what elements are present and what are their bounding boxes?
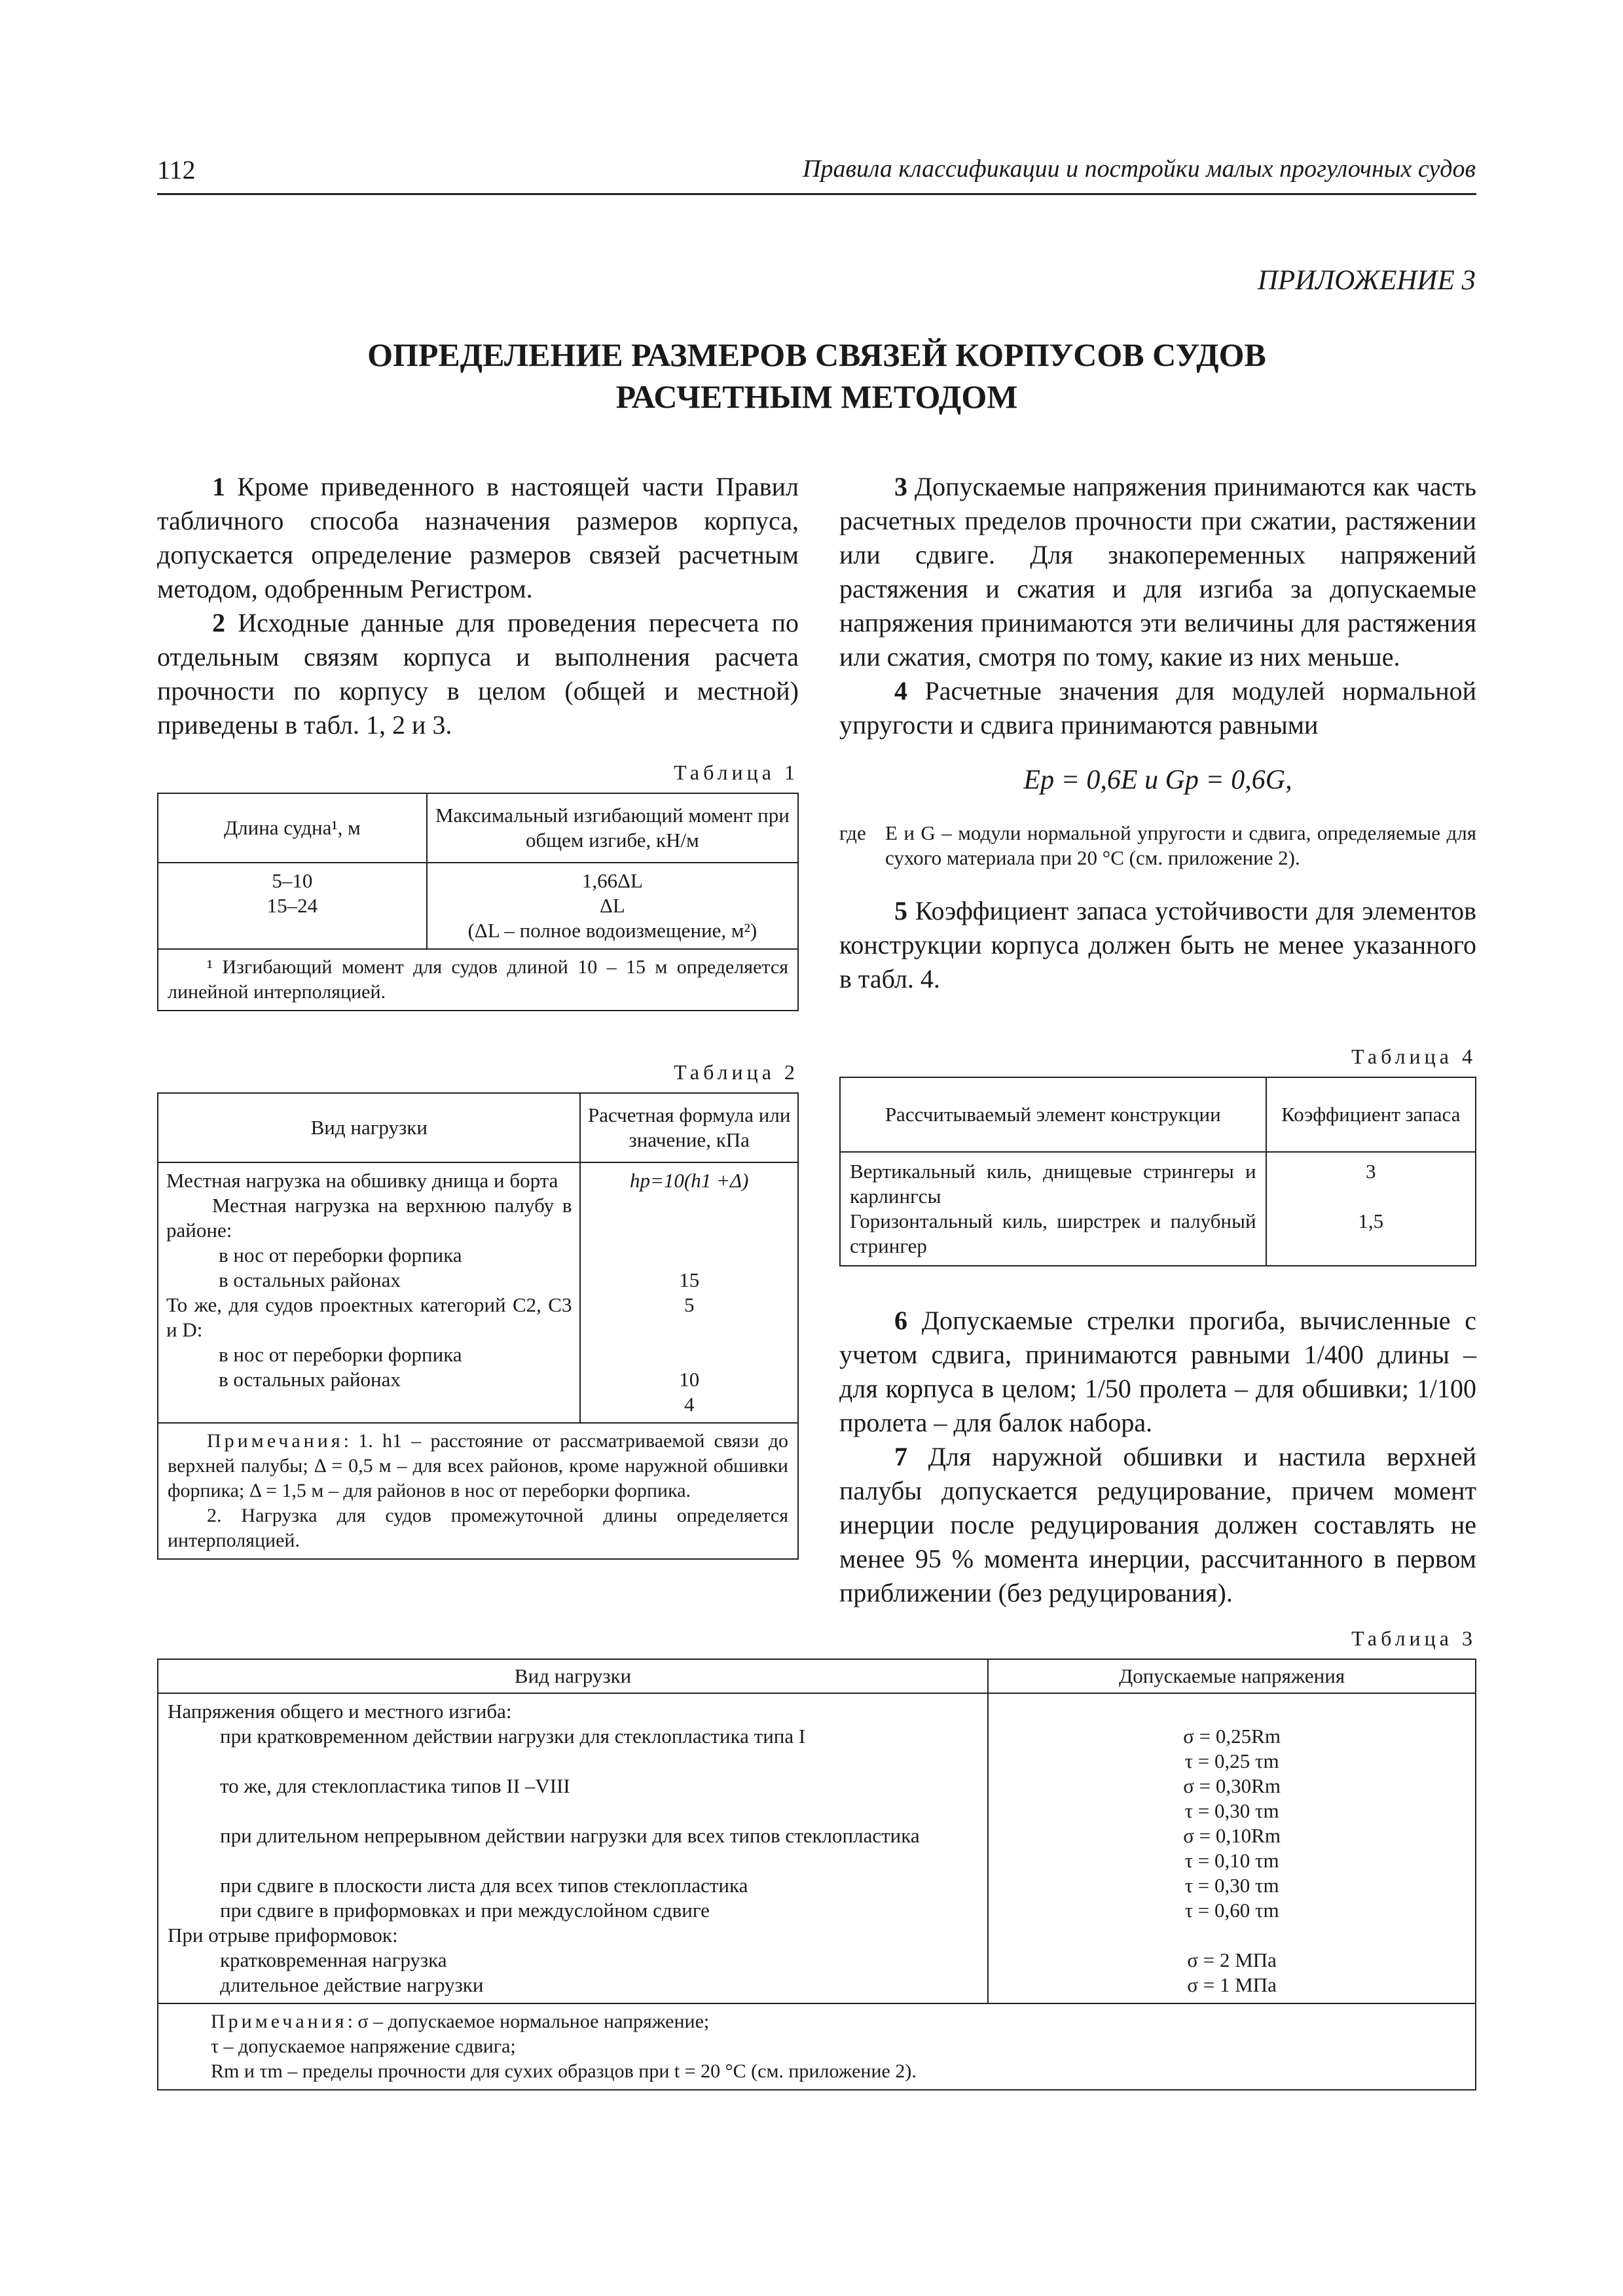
paragraph-7	[839, 1440, 1476, 1610]
row-value: σ = 2 МПа	[1187, 1948, 1277, 1971]
paragraph-text: Расчетные значения для модулей нормальной упругости и сдвига принимаются равными	[839, 676, 1476, 740]
note-2: 2. Нагрузка для судов промежуточной длины определяется интерполяцией.	[168, 1505, 788, 1551]
row-value: 15	[679, 1268, 700, 1291]
table-cell	[158, 1693, 988, 2003]
table-caption: Таблица 1	[674, 761, 799, 784]
row-value: 10	[679, 1368, 700, 1391]
row-label: в нос от переборки форпика	[219, 1244, 462, 1266]
table-cell	[158, 863, 427, 949]
note-heading: Примечания	[207, 1430, 344, 1452]
row-value: hp=10(h1 +Δ)	[630, 1169, 749, 1192]
page-number: 112	[157, 155, 196, 185]
cell-value: ΔL	[599, 894, 625, 917]
row-value: σ = 0,10Rm	[1183, 1824, 1281, 1847]
paragraph-1	[157, 470, 799, 606]
row-value: σ = 0,30Rm	[1183, 1774, 1281, 1797]
row-label: То же, для судов проектных категорий C2, C3 и D:	[166, 1293, 572, 1341]
row-label: кратковременная нагрузка	[220, 1948, 447, 1971]
row-label: Местная нагрузка на обшивку днища и борта	[166, 1169, 558, 1192]
row-value: 4	[684, 1393, 695, 1416]
row-label: в остальных районах	[219, 1368, 401, 1391]
spacer	[586, 1193, 792, 1268]
paragraph-text: Коэффициент запаса устойчивости для элементов конструкции корпуса должен быть не менее указанного в табл. 4.	[839, 896, 1476, 994]
spacer	[586, 1318, 792, 1367]
table-2	[157, 1092, 799, 1560]
paragraph-text: Исходные данные для проведения пересчета по отдельным связям корпуса и выполнения расчета прочности по корпусу в целом (общей и местной) приведены в табл. 1, 2 и 3.	[157, 608, 799, 740]
row-value: τ = 0,60 τm	[1184, 1899, 1279, 1922]
column-header: Длина судна¹, м	[158, 793, 427, 863]
table-4	[839, 1077, 1476, 1266]
formula: Ep = 0,6E и Gp = 0,6G,	[1023, 765, 1292, 795]
column-header: Вид нагрузки	[158, 1659, 988, 1693]
table-footnote-row	[158, 949, 798, 1011]
spacer	[994, 1923, 1470, 1948]
paragraph-text: Кроме приведенного в настоящей части Правил табличного способа назначения размеров корпуса, допускается определение размеров связей расчетным методом, одобренным Регистром.	[157, 472, 799, 603]
table-header-row	[158, 1093, 798, 1162]
table-3	[157, 1659, 1476, 2090]
table-2-block	[157, 1060, 799, 1560]
note-heading: Примечания	[211, 2011, 348, 2032]
paragraph-text: Допускаемые стрелки прогиба, вычисленные с учетом сдвига, принимаются равными 1/400 длины – для корпуса в целом; 1/50 пролета – для обшивки; 1/100 пролета – для балок набора.	[839, 1306, 1476, 1437]
row-label: при сдвиге в плоскости листа для всех типов стеклопластика	[220, 1874, 748, 1897]
row-value: τ = 0,30 τm	[1184, 1799, 1279, 1822]
table-header-row	[158, 793, 798, 863]
cell-value: 5–10	[272, 869, 313, 892]
paragraph-2	[157, 606, 799, 742]
column-header: Максимальный изгибающий момент при общем изгибе, кН/м	[427, 793, 798, 863]
table-row	[158, 1162, 798, 1423]
column-header: Рассчитываемый элемент конструкции	[840, 1077, 1266, 1152]
row-label: Вертикальный киль, днищевые стрингеры и карлингсы	[850, 1160, 1256, 1208]
note-text: : σ – допускаемое нормальное напряжение;	[347, 2011, 710, 2032]
title-line-1: ОПРЕДЕЛЕНИЕ РАЗМЕРОВ СВЯЗЕЙ КОРПУСОВ СУДОВ	[367, 336, 1266, 373]
cell-value: 1,66ΔL	[581, 869, 643, 892]
table-cell	[580, 1162, 798, 1423]
note-2: τ – допускаемое напряжение сдвига;	[211, 2036, 516, 2057]
row-label: то же, для стеклопластика типов II –VIII	[220, 1774, 570, 1797]
row-value: σ = 0,25Rm	[1183, 1725, 1281, 1748]
row-label: Горизонтальный киль, ширстрек и палубный стрингер	[850, 1210, 1256, 1257]
row-label: длительное действие нагрузки	[220, 1973, 484, 1996]
spacer	[168, 1799, 978, 1823]
note-text: : 1. h1 – расстояние от рассматриваемой связи до верхней палубы; Δ = 0,5 м – для всех районов, кроме наружной обшивки форпика; Δ = 1,5 м – для районов в нос от переборки форпика.	[168, 1430, 788, 1501]
table-note-row	[158, 1423, 798, 1559]
row-value: τ = 0,25 τm	[1184, 1749, 1279, 1772]
row-value: 3	[1366, 1160, 1376, 1183]
row-label: при длительном непрерывном действии нагрузки для всех типов стеклопластика	[220, 1824, 920, 1847]
paragraph-4	[839, 674, 1476, 742]
paragraph-number: 2	[212, 608, 225, 637]
right-column	[839, 470, 1476, 996]
spacer	[168, 1848, 978, 1873]
column-header: Расчетная формула или значение, кПа	[580, 1093, 798, 1162]
spacer	[168, 1749, 978, 1774]
row-value: 1,5	[1358, 1210, 1384, 1232]
table-cell	[158, 1162, 580, 1423]
cell-note: (ΔL – полное водоизмещение, м²)	[467, 919, 757, 942]
note-3: Rm и τm – пределы прочности для сухих образцов при t = 20 °С (см. приложение 2).	[211, 2060, 917, 2082]
note-1	[168, 1429, 788, 1503]
column-header: Коэффициент запаса	[1266, 1077, 1476, 1152]
row-value: σ = 1 МПа	[1187, 1973, 1277, 1996]
paragraph-number: 5	[894, 896, 907, 925]
table-row	[840, 1152, 1476, 1266]
table-row	[158, 1693, 1476, 2003]
column-header: Вид нагрузки	[158, 1093, 580, 1162]
row-value: τ = 0,30 τm	[1184, 1874, 1279, 1897]
table-4-block	[839, 1045, 1476, 1266]
formula-explanation	[839, 821, 1476, 870]
row-label: при кратковременном действии нагрузки для стеклопластика типа I	[220, 1725, 806, 1748]
table-caption: Таблица 2	[674, 1060, 799, 1084]
note-1	[211, 2009, 1466, 2034]
table-footnote: ¹ Изгибающий момент для судов длиной 10 – 15 м определяется линейной интерполяцией.	[158, 949, 798, 1011]
right-column-lower	[839, 1304, 1476, 1610]
table-note	[158, 1423, 798, 1559]
where-label: где	[839, 821, 866, 844]
running-title: Правила классификации и постройки малых прогулочных судов	[803, 155, 1476, 183]
paragraph-number: 4	[894, 676, 907, 706]
table-3-block	[157, 1626, 1476, 2090]
table-cell	[427, 863, 798, 949]
row-label: при сдвиге в приформовках и при междуслойном сдвиге	[220, 1899, 710, 1922]
table-cell	[840, 1152, 1266, 1266]
table-caption: Таблица 3	[1351, 1626, 1476, 1650]
paragraph-number: 7	[894, 1442, 907, 1471]
left-column	[157, 470, 799, 742]
table-cell	[988, 1693, 1476, 2003]
group-label: Напряжения общего и местного изгиба:	[168, 1700, 512, 1723]
title-line-2: РАСЧЕТНЫМ МЕТОДОМ	[615, 378, 1018, 415]
row-label: в нос от переборки форпика	[219, 1343, 462, 1366]
group-label: При отрыве приформовок:	[168, 1924, 398, 1946]
table-note	[158, 2003, 1476, 2090]
paragraph-number: 3	[894, 472, 907, 501]
paragraph-text: Допускаемые напряжения принимаются как часть расчетных пределов прочности при сжатии, растяжении или сдвиге. Для знакопеременных напряжений растяжения и сжатия и для изгиба за допускаемые напряжения принимаются эти величины для растяжения или сжатия, смотря по тому, какие из них меньше.	[839, 472, 1476, 672]
table-row	[158, 863, 798, 949]
spacer	[994, 1699, 1470, 1724]
table-1	[157, 793, 799, 1011]
where-text: E и G – модули нормальной упругости и сдвига, определяемые для сухого материала при 20 °С (см. приложение 2).	[885, 821, 1476, 869]
paragraph-text: Для наружной обшивки и настила верхней палубы допускается редуцирование, причем момент инерции после редуцирования должен составлять не менее 95 % момента инерции, рассчитанного в первом приближении (без редуцирования).	[839, 1442, 1476, 1607]
table-caption: Таблица 4	[1351, 1045, 1476, 1068]
row-value: τ = 0,10 τm	[1184, 1849, 1279, 1872]
table-header-row	[840, 1077, 1476, 1152]
paragraph-5	[839, 894, 1476, 996]
row-value: 5	[684, 1293, 695, 1316]
paragraph-number: 6	[894, 1306, 907, 1335]
paragraph-number: 1	[212, 472, 225, 501]
header-rule	[157, 193, 1476, 195]
paragraph-6	[839, 1304, 1476, 1440]
page-title	[157, 334, 1476, 418]
row-label: в остальных районах	[219, 1268, 401, 1291]
appendix-label: ПРИЛОЖЕНИЕ 3	[1257, 265, 1476, 296]
paragraph-3	[839, 470, 1476, 674]
column-header: Допускаемые напряжения	[988, 1659, 1476, 1693]
cell-value: 15–24	[266, 894, 318, 917]
table-header-row	[158, 1659, 1476, 1693]
row-label: Местная нагрузка на верхнюю палубу в районе:	[166, 1194, 572, 1242]
table-cell	[1266, 1152, 1476, 1266]
table-note-row	[158, 2003, 1476, 2090]
table-1-block	[157, 761, 799, 1011]
